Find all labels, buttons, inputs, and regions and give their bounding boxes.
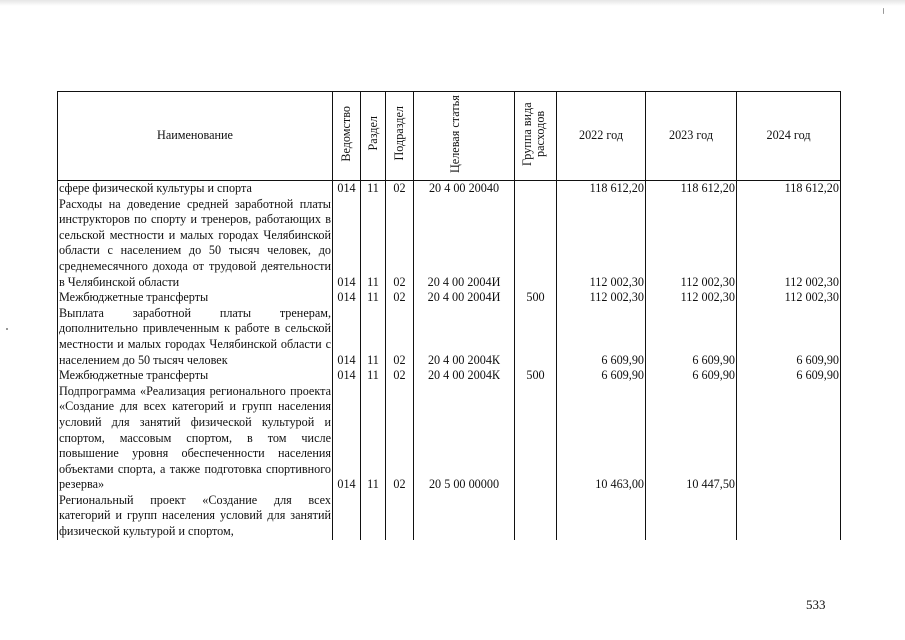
row-2024 bbox=[737, 384, 841, 493]
row-target-code: 20 4 00 2004К bbox=[414, 306, 515, 368]
header-2024: 2024 год bbox=[737, 92, 841, 181]
row-2022: 118 612,20 bbox=[557, 181, 646, 197]
row-2024: 112 002,30 bbox=[737, 197, 841, 291]
table-row bbox=[58, 306, 841, 368]
row-group bbox=[515, 197, 557, 291]
row-vedomstvo bbox=[333, 493, 361, 540]
row-podrazdel: 02 bbox=[386, 181, 414, 197]
page-number: 533 bbox=[806, 597, 826, 612]
row-2024: 6 609,90 bbox=[737, 368, 841, 384]
row-group bbox=[515, 493, 557, 540]
header-razdel bbox=[361, 92, 386, 181]
row-name: Межбюджетные трансферты bbox=[58, 368, 333, 384]
header-2022: 2022 год bbox=[557, 92, 646, 181]
row-podrazdel: 02 bbox=[386, 306, 414, 368]
row-vedomstvo: 014 bbox=[333, 197, 361, 291]
table-row bbox=[58, 290, 841, 306]
row-target-code: 20 4 00 2004И bbox=[414, 197, 515, 291]
table-header-row bbox=[58, 92, 841, 181]
row-2024 bbox=[737, 493, 841, 540]
row-2023 bbox=[646, 493, 737, 540]
row-podrazdel bbox=[386, 493, 414, 540]
row-target-code: 20 4 00 2004И bbox=[414, 290, 515, 306]
header-group bbox=[515, 92, 557, 181]
scan-edge bbox=[0, 0, 905, 6]
row-group: 500 bbox=[515, 368, 557, 384]
row-razdel: 11 bbox=[361, 368, 386, 384]
row-podrazdel: 02 bbox=[386, 290, 414, 306]
header-vedomstvo-label: Ведомство bbox=[339, 105, 353, 162]
row-name: Расходы на доведение средней заработной платы инструкторов по спорту и тренеров, работающих в сельской местности и малых городах Челябинской области с населением до 50 тысяч человек, до среднемесячного дохода от трудовой деятельности в Челябинской области bbox=[59, 196, 331, 289]
row-2022 bbox=[557, 493, 646, 540]
row-razdel: 11 bbox=[361, 197, 386, 291]
row-razdel bbox=[361, 493, 386, 540]
scan-speck bbox=[883, 8, 884, 14]
header-podrazdel bbox=[386, 92, 414, 181]
row-target-code: 20 4 00 20040 bbox=[414, 181, 515, 197]
header-2023: 2023 год bbox=[646, 92, 737, 181]
row-target-code bbox=[414, 493, 515, 540]
row-vedomstvo: 014 bbox=[333, 384, 361, 493]
row-razdel: 11 bbox=[361, 306, 386, 368]
row-2022: 112 002,30 bbox=[557, 197, 646, 291]
row-razdel: 11 bbox=[361, 290, 386, 306]
row-2024: 112 002,30 bbox=[737, 290, 841, 306]
row-vedomstvo: 014 bbox=[333, 290, 361, 306]
row-target-code: 20 5 00 00000 bbox=[414, 384, 515, 493]
row-target-code: 20 4 00 2004К bbox=[414, 368, 515, 384]
row-name: Региональный проект «Создание для всех категорий и групп населения условий для занятий физической культурой и спортом, bbox=[59, 492, 331, 539]
row-group bbox=[515, 306, 557, 368]
header-name: Наименование bbox=[58, 92, 333, 181]
row-group bbox=[515, 384, 557, 493]
row-2023: 118 612,20 bbox=[646, 181, 737, 197]
header-vedomstvo bbox=[333, 92, 361, 181]
table-row bbox=[58, 384, 841, 493]
row-2023: 6 609,90 bbox=[646, 368, 737, 384]
row-name: Подпрограмма «Реализация регионального проекта «Создание для всех категорий и групп населения условий для занятий физической культурой и спортом, массовым спортом, в том числе повышение уровня обеспеченности населения объектами спорта, а также подготовка спортивного резерва» bbox=[59, 383, 331, 492]
scan-speck bbox=[6, 328, 8, 330]
table-row bbox=[58, 181, 841, 197]
row-2023: 112 002,30 bbox=[646, 290, 737, 306]
row-name: сфере физической культуры и спорта bbox=[58, 181, 333, 197]
row-name: Межбюджетные трансферты bbox=[58, 290, 333, 306]
row-razdel: 11 bbox=[361, 384, 386, 493]
header-target bbox=[414, 92, 515, 181]
budget-table bbox=[57, 91, 841, 540]
row-2023: 10 447,50 bbox=[646, 384, 737, 493]
row-vedomstvo: 014 bbox=[333, 368, 361, 384]
table-row bbox=[58, 493, 841, 540]
row-name: Выплата заработной платы тренерам, дополнительно привлеченным к работе в сельской местности и малых городах Челябинской области с населением до 50 тысяч человек bbox=[59, 305, 331, 367]
row-2024: 118 612,20 bbox=[737, 181, 841, 197]
row-group: 500 bbox=[515, 290, 557, 306]
row-2023: 112 002,30 bbox=[646, 197, 737, 291]
table-row bbox=[58, 368, 841, 384]
row-2022: 10 463,00 bbox=[557, 384, 646, 493]
row-group bbox=[515, 181, 557, 197]
row-2022: 112 002,30 bbox=[557, 290, 646, 306]
row-vedomstvo: 014 bbox=[333, 181, 361, 197]
header-razdel-label: Раздел bbox=[365, 116, 380, 151]
row-2022: 6 609,90 bbox=[557, 306, 646, 368]
row-2023: 6 609,90 bbox=[646, 306, 737, 368]
table-row bbox=[58, 197, 841, 291]
header-podrazdel-label: Подраздел bbox=[392, 106, 406, 161]
row-vedomstvo: 014 bbox=[333, 306, 361, 368]
row-razdel: 11 bbox=[361, 181, 386, 197]
row-2022: 6 609,90 bbox=[557, 368, 646, 384]
row-podrazdel: 02 bbox=[386, 384, 414, 493]
row-podrazdel: 02 bbox=[386, 368, 414, 384]
header-group-label: Группа вида расходов bbox=[519, 101, 547, 166]
row-podrazdel: 02 bbox=[386, 197, 414, 291]
row-2024: 6 609,90 bbox=[737, 306, 841, 368]
header-target-label: Целевая статья bbox=[448, 94, 462, 173]
